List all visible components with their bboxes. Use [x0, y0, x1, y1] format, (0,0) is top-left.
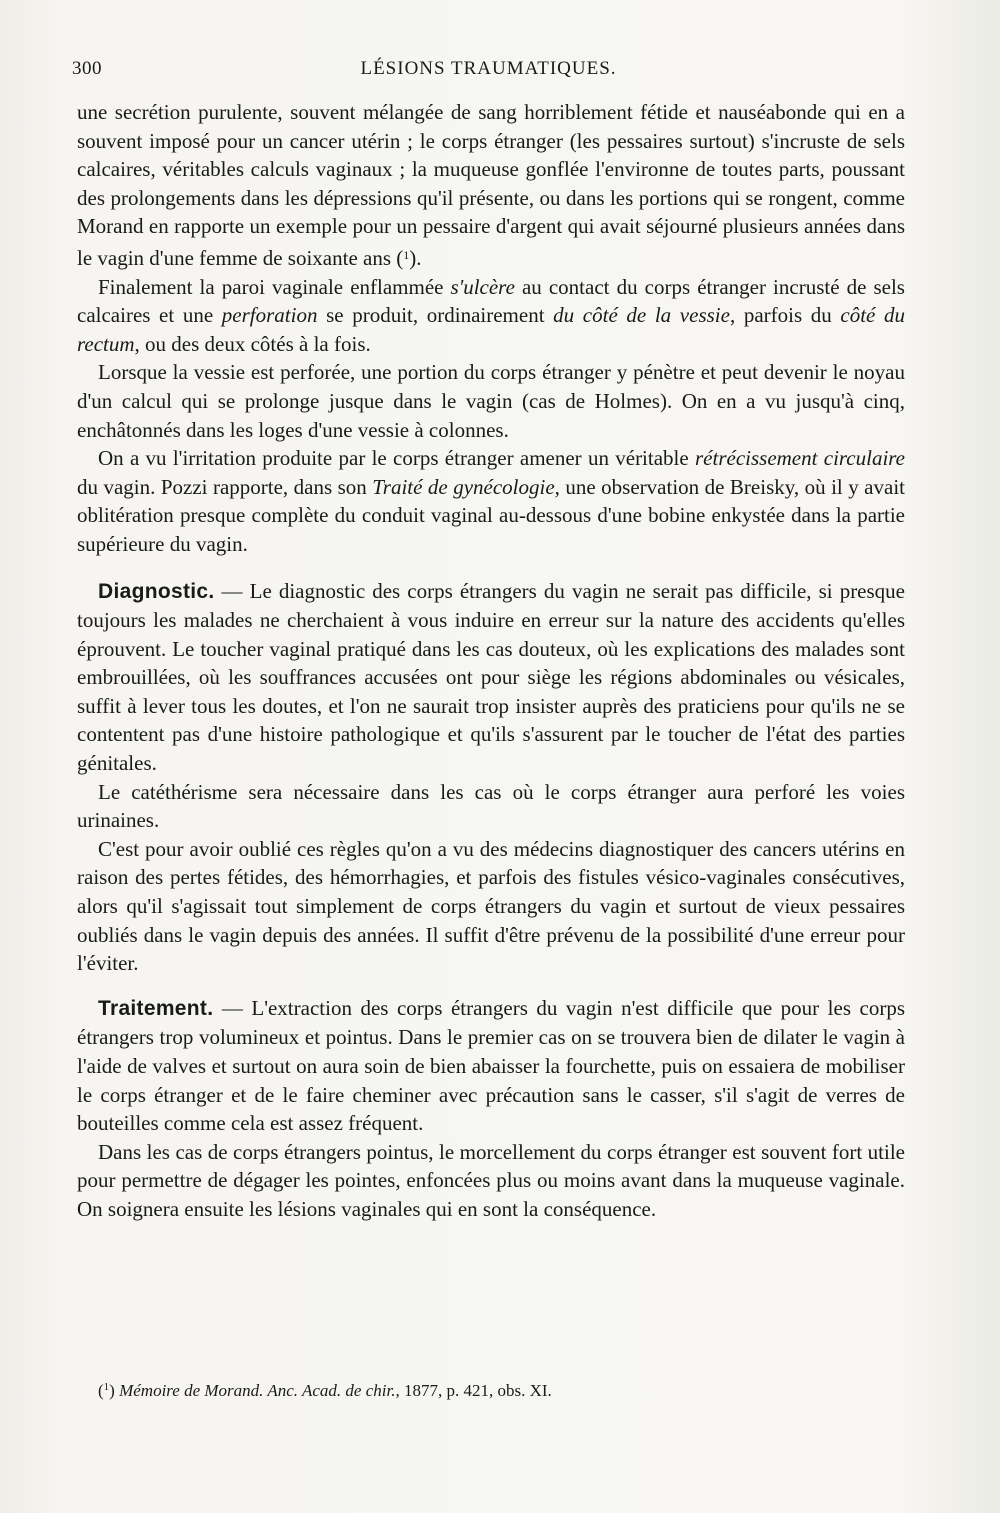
paragraph-text: On a vu l'irritation produite par le corps étranger amener un véritable — [98, 446, 695, 471]
emphasis: rétrécissement circulaire — [695, 446, 906, 471]
page-number: 300 — [72, 58, 102, 79]
paragraph-text: , ou des deux côtés à la fois. — [134, 331, 371, 356]
footnote: ($^1$) Mémoire de Morand. Anc. Acad. de chir., 1877, p. 421, obs. XI. — [98, 1381, 552, 1400]
emphasis: côté du rectum — [77, 303, 905, 356]
section-heading-traitement: Traitement. — [98, 996, 214, 1020]
footnote-ref[interactable]: 1 — [403, 247, 410, 262]
body-text — [77, 98, 905, 1224]
paragraph-text: — Le diagnostic des corps étrangers du vagin ne serait pas difficile, si presque toujours les malades ne cherchaient à vous induire en erreur sur la nature des accidents qu'elles éprouvent. Le toucher vaginal pratiqué dans les cas douteux, où les explications des malades sont embrouillées, où les souffrances accusées ont pour siège les régions abdominales ou vésicales, suffit à lever tous les doutes, et l'on ne saurait trop insister auprès des praticiens pour qu'ils ne se contentent pas d'une histoire pathologique et qu'ils s'assurent par le toucher de l'état des parties génitales. — [77, 578, 905, 776]
paragraph-text: — L'extraction des corps étrangers du vagin n'est difficile que pour les corps étrangers trop volumineux et pointus. Dans le premier cas on se trouvera bien de dilater le vagin à l'aide de valves et surtout on aura soin de bien abaisser la fourchette, puis on essaiera de mobiliser le corps étranger et de le faire cheminer avec précaution sans le casser, s'il s'agit de verres de bouteilles comme cela est assez fréquent. — [77, 995, 905, 1136]
paragraph — [77, 444, 905, 558]
section-traitement — [77, 994, 905, 1138]
paragraph-text: se produit, ordinairement — [317, 303, 554, 328]
footnote-text: , 1877, p. 421, obs. XI. — [395, 1381, 552, 1400]
paragraph-text: , parfois du — [729, 303, 841, 328]
paragraph-text: ). — [409, 245, 422, 270]
emphasis: s'ulcère — [450, 274, 515, 299]
paragraph — [77, 273, 905, 359]
paragraph: Le catéthérisme sera nécessaire dans les cas où le corps étranger aura perforé les voies urinaines. — [77, 779, 905, 833]
emphasis: perforation — [221, 303, 318, 328]
paragraph: C'est pour avoir oublié ces règles qu'on a vu des médecins diagnostiquer des cancers utérins en raison des pertes fétides, des hémorrhagies, et parfois des fistules vésico-vaginales consécutives, alors qu'il s'agissait tout simplement de corps étrangers du vagin et surtout de vieux pessaires oubliés dans le vagin depuis des années. Il suffit d'être prévenu de la possibilité d'une erreur pour l'éviter. — [77, 836, 905, 976]
paragraph-text: au contact du corps étranger incrusté de sels calcaires et une — [77, 274, 905, 328]
paragraph: Lorsque la vessie est perforée, une portion du corps étranger y pénètre et peut devenir le noyau d'un calcul qui se prolonge jusque dans le vagin (cas de Holmes). On en a vu jusqu'à cinq, enchâtonnés dans les loges d'une vessie à colonnes. — [77, 360, 905, 442]
section-heading-diagnostic: Diagnostic. — [98, 579, 215, 603]
paragraph-text: une secrétion purulente, souvent mélangée de sang horriblement fétide et nauséabonde qui en a souvent imposé pour un cancer utérin ; le corps étranger (les pessaires surtout) s'incruste de sels calcaires, véritables calculs vaginaux ; la muqueuse gonflée l'environne de toutes parts, poussant des prolongements dans les dépressions qu'il présente, ou dans les portions qui se rongent, comme Morand en rapporte un exemple pour un pessaire d'argent qui avait séjourné plusieurs années dans le vagin d'une femme de soixante ans ( — [77, 100, 905, 270]
paragraph-text: du vagin. Pozzi rapporte, dans son — [77, 474, 373, 499]
emphasis: du côté de la vessie — [553, 303, 730, 328]
paragraph-text: Finalement la paroi vaginale enflammée — [98, 274, 451, 299]
footnote-mark: 1 — [103, 1381, 110, 1393]
page-header — [72, 58, 905, 88]
paragraph — [77, 98, 905, 273]
paragraph: Dans les cas de corps étrangers pointus, le morcellement du corps étranger est souvent fort utile pour permettre de dégager les pointes, enfoncées plus ou moins avant dans la muqueuse vaginale. On soignera ensuite les lésions vaginales qui en sont la conséquence. — [77, 1139, 905, 1221]
emphasis: Traité de gynécologie — [372, 474, 555, 499]
footnote-citation: Mémoire de Morand. Anc. Acad. de chir. — [119, 1381, 396, 1400]
paragraph-text: , une observation de Breisky, où il y avait oblitération presque complète du conduit vaginal au-dessous d'une bobine enkystée dans la partie supérieure du vagin. — [77, 474, 905, 556]
running-title: LÉSIONS TRAUMATIQUES. — [360, 58, 617, 79]
section-diagnostic — [77, 577, 905, 778]
